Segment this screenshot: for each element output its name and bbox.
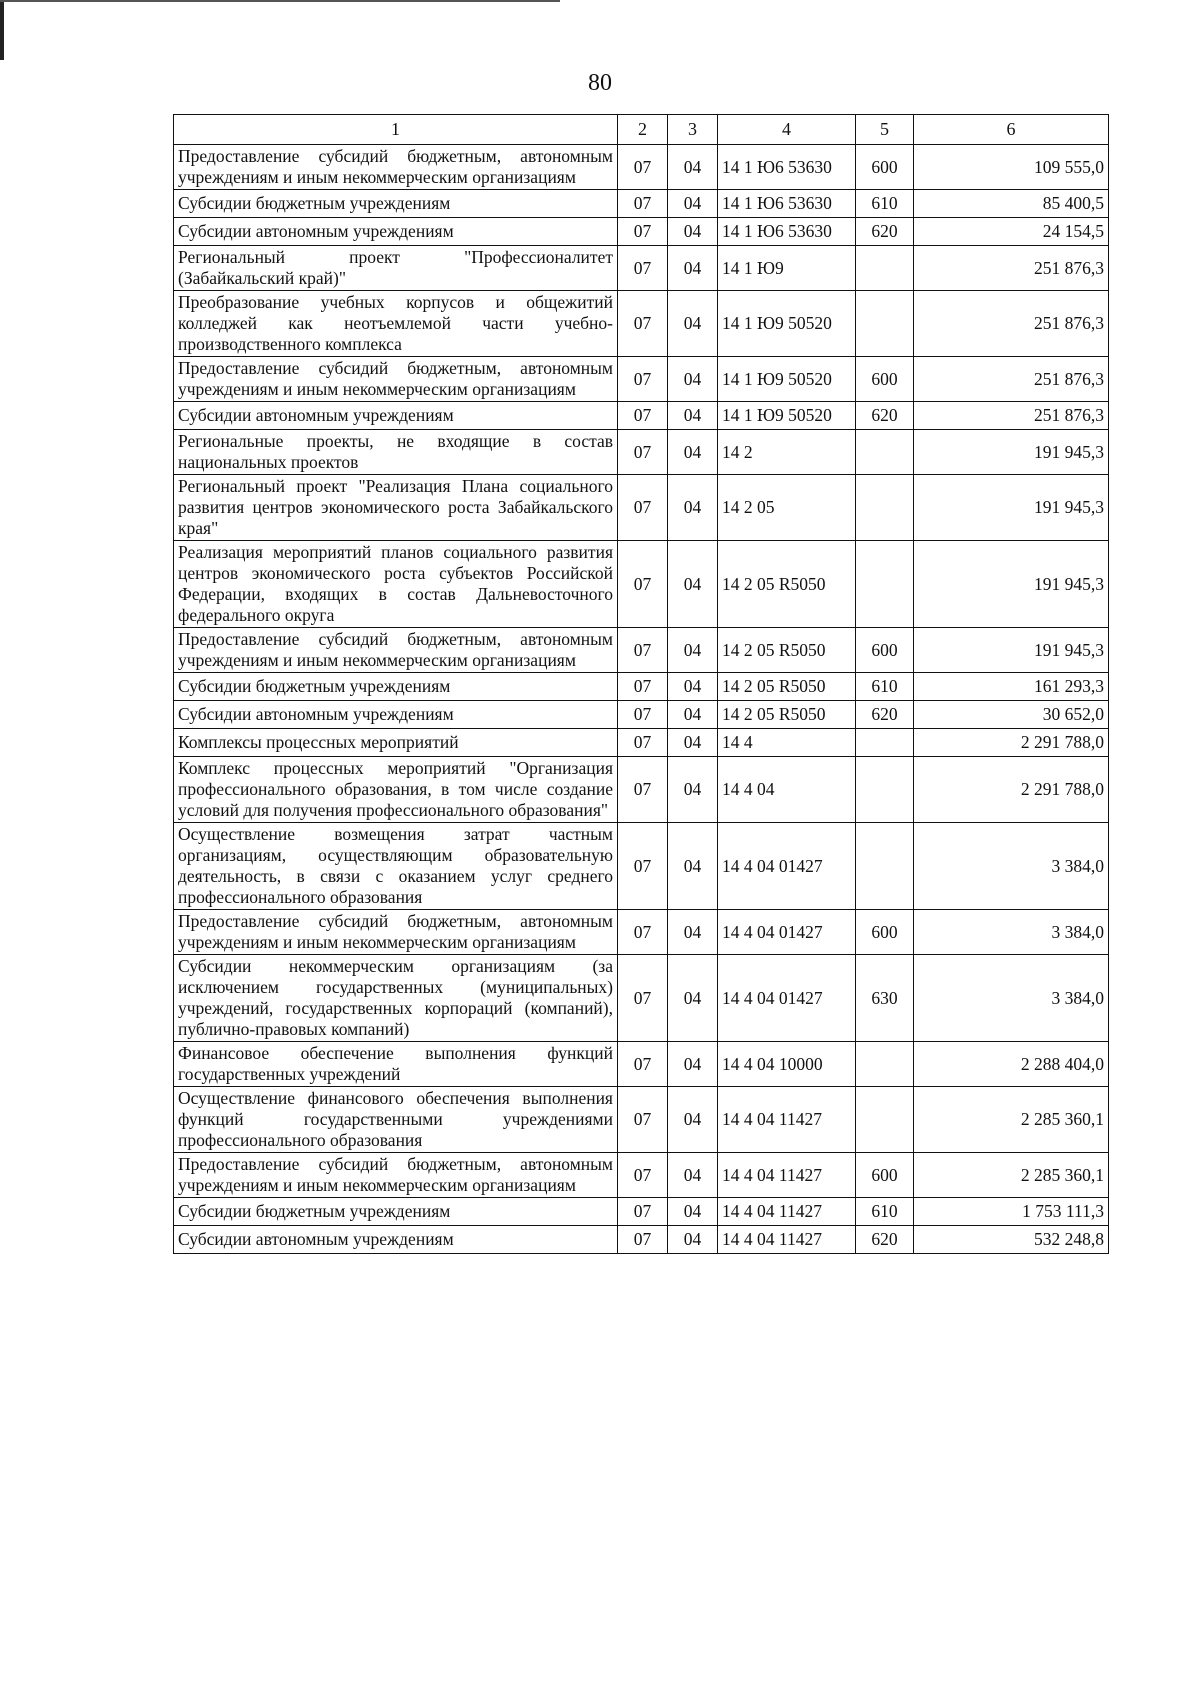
row-target-code-cell: 14 2 05 R5050 [718, 628, 856, 673]
row-name-cell: Субсидии автономным учреждениям [174, 701, 618, 729]
row-name-cell: Предоставление субсидий бюджетным, автономным учреждениям и иным некоммерческим организациям [174, 357, 618, 402]
row-subsection-cell: 04 [668, 246, 718, 291]
row-name-cell: Комплексы процессных мероприятий [174, 729, 618, 757]
row-section-cell: 07 [618, 190, 668, 218]
row-section-cell: 07 [618, 145, 668, 190]
row-expense-type-cell [856, 246, 914, 291]
header-col-2: 2 [618, 115, 668, 145]
row-amount-cell: 24 154,5 [914, 218, 1109, 246]
table-body [174, 145, 1109, 1254]
row-target-code-cell: 14 4 04 11427 [718, 1198, 856, 1226]
row-expense-type-cell [856, 757, 914, 823]
row-subsection-cell: 04 [668, 1226, 718, 1254]
row-section-cell: 07 [618, 673, 668, 701]
row-amount-cell: 191 945,3 [914, 475, 1109, 541]
row-target-code-cell: 14 1 Ю9 50520 [718, 291, 856, 357]
row-name-cell: Предоставление субсидий бюджетным, автономным учреждениям и иным некоммерческим организациям [174, 910, 618, 955]
row-amount-cell: 85 400,5 [914, 190, 1109, 218]
row-name-cell: Субсидии бюджетным учреждениям [174, 190, 618, 218]
row-target-code-cell: 14 1 Ю6 53630 [718, 145, 856, 190]
header-row [174, 115, 1109, 145]
row-name-cell: Осуществление финансового обеспечения выполнения функций государственными учреждениями профессионального образования [174, 1087, 618, 1153]
row-target-code-cell: 14 2 05 R5050 [718, 701, 856, 729]
table-row [174, 910, 1109, 955]
row-section-cell: 07 [618, 1198, 668, 1226]
row-target-code-cell: 14 1 Ю9 50520 [718, 402, 856, 430]
row-subsection-cell: 04 [668, 475, 718, 541]
row-subsection-cell: 04 [668, 541, 718, 628]
row-subsection-cell: 04 [668, 823, 718, 910]
table-row [174, 955, 1109, 1042]
scan-top-mark [0, 0, 560, 2]
table-row [174, 430, 1109, 475]
row-name-cell: Региональный проект "Реализация Плана социального развития центров экономического роста Забайкальского края" [174, 475, 618, 541]
row-expense-type-cell [856, 823, 914, 910]
header-col-6: 6 [914, 115, 1109, 145]
row-expense-type-cell: 600 [856, 357, 914, 402]
table-row [174, 291, 1109, 357]
row-subsection-cell: 04 [668, 628, 718, 673]
row-target-code-cell: 14 1 Ю6 53630 [718, 190, 856, 218]
row-target-code-cell: 14 4 [718, 729, 856, 757]
row-name-cell: Субсидии некоммерческим организациям (за исключением государственных (муниципальных) учреждений, государственных корпораций (компаний), публично-правовых компаний) [174, 955, 618, 1042]
row-amount-cell: 251 876,3 [914, 402, 1109, 430]
row-subsection-cell: 04 [668, 1198, 718, 1226]
row-target-code-cell: 14 4 04 [718, 757, 856, 823]
row-section-cell: 07 [618, 1153, 668, 1198]
table-row [174, 190, 1109, 218]
row-section-cell: 07 [618, 218, 668, 246]
row-name-cell: Региональный проект "Профессионалитет (Забайкальский край)" [174, 246, 618, 291]
header-col-3: 3 [668, 115, 718, 145]
row-target-code-cell: 14 2 05 [718, 475, 856, 541]
row-amount-cell: 3 384,0 [914, 823, 1109, 910]
row-expense-type-cell: 630 [856, 955, 914, 1042]
row-section-cell: 07 [618, 1226, 668, 1254]
row-amount-cell: 2 285 360,1 [914, 1087, 1109, 1153]
row-expense-type-cell [856, 291, 914, 357]
row-target-code-cell: 14 2 [718, 430, 856, 475]
row-section-cell: 07 [618, 430, 668, 475]
row-amount-cell: 191 945,3 [914, 628, 1109, 673]
table-row [174, 701, 1109, 729]
row-subsection-cell: 04 [668, 402, 718, 430]
row-target-code-cell: 14 2 05 R5050 [718, 673, 856, 701]
row-target-code-cell: 14 4 04 11427 [718, 1153, 856, 1198]
row-subsection-cell: 04 [668, 291, 718, 357]
table-row [174, 475, 1109, 541]
row-expense-type-cell: 600 [856, 145, 914, 190]
row-expense-type-cell [856, 729, 914, 757]
table-row [174, 246, 1109, 291]
row-amount-cell: 109 555,0 [914, 145, 1109, 190]
row-amount-cell: 532 248,8 [914, 1226, 1109, 1254]
table-row [174, 145, 1109, 190]
row-amount-cell: 191 945,3 [914, 430, 1109, 475]
row-subsection-cell: 04 [668, 729, 718, 757]
row-section-cell: 07 [618, 402, 668, 430]
row-subsection-cell: 04 [668, 218, 718, 246]
header-col-1: 1 [174, 115, 618, 145]
row-expense-type-cell: 610 [856, 190, 914, 218]
row-name-cell: Субсидии бюджетным учреждениям [174, 673, 618, 701]
row-subsection-cell: 04 [668, 145, 718, 190]
row-section-cell: 07 [618, 823, 668, 910]
row-expense-type-cell: 600 [856, 1153, 914, 1198]
row-subsection-cell: 04 [668, 1087, 718, 1153]
row-amount-cell: 1 753 111,3 [914, 1198, 1109, 1226]
row-name-cell: Комплекс процессных мероприятий "Организация профессионального образования, в том числе создание условий для получения профессионального образования" [174, 757, 618, 823]
table-row [174, 673, 1109, 701]
row-target-code-cell: 14 1 Ю9 [718, 246, 856, 291]
row-subsection-cell: 04 [668, 357, 718, 402]
row-amount-cell: 2 288 404,0 [914, 1042, 1109, 1087]
row-section-cell: 07 [618, 291, 668, 357]
row-name-cell: Субсидии автономным учреждениям [174, 218, 618, 246]
table-row [174, 1153, 1109, 1198]
row-expense-type-cell: 600 [856, 910, 914, 955]
row-section-cell: 07 [618, 729, 668, 757]
row-name-cell: Субсидии автономным учреждениям [174, 402, 618, 430]
row-subsection-cell: 04 [668, 1042, 718, 1087]
table-row [174, 1042, 1109, 1087]
table-row [174, 1198, 1109, 1226]
row-target-code-cell: 14 4 04 01427 [718, 910, 856, 955]
row-expense-type-cell: 620 [856, 402, 914, 430]
row-target-code-cell: 14 2 05 R5050 [718, 541, 856, 628]
table-row [174, 357, 1109, 402]
row-amount-cell: 2 291 788,0 [914, 757, 1109, 823]
row-subsection-cell: 04 [668, 910, 718, 955]
row-section-cell: 07 [618, 1042, 668, 1087]
row-section-cell: 07 [618, 701, 668, 729]
row-amount-cell: 3 384,0 [914, 955, 1109, 1042]
table-row [174, 218, 1109, 246]
row-expense-type-cell: 600 [856, 628, 914, 673]
row-section-cell: 07 [618, 475, 668, 541]
row-subsection-cell: 04 [668, 673, 718, 701]
row-name-cell: Предоставление субсидий бюджетным, автономным учреждениям и иным некоммерческим организациям [174, 628, 618, 673]
row-section-cell: 07 [618, 955, 668, 1042]
table-row [174, 757, 1109, 823]
row-name-cell: Предоставление субсидий бюджетным, автономным учреждениям и иным некоммерческим организациям [174, 1153, 618, 1198]
row-name-cell: Субсидии бюджетным учреждениям [174, 1198, 618, 1226]
page-number: 80 [588, 70, 612, 96]
row-amount-cell: 2 291 788,0 [914, 729, 1109, 757]
row-expense-type-cell: 620 [856, 218, 914, 246]
row-subsection-cell: 04 [668, 430, 718, 475]
header-col-4: 4 [718, 115, 856, 145]
row-target-code-cell: 14 4 04 11427 [718, 1226, 856, 1254]
row-name-cell: Преобразование учебных корпусов и общежитий колледжей как неотъемлемой части учебно-производственного комплекса [174, 291, 618, 357]
row-name-cell: Региональные проекты, не входящие в состав национальных проектов [174, 430, 618, 475]
row-subsection-cell: 04 [668, 757, 718, 823]
row-target-code-cell: 14 4 04 01427 [718, 955, 856, 1042]
row-section-cell: 07 [618, 1087, 668, 1153]
row-section-cell: 07 [618, 357, 668, 402]
row-subsection-cell: 04 [668, 1153, 718, 1198]
table-row [174, 541, 1109, 628]
row-target-code-cell: 14 4 04 01427 [718, 823, 856, 910]
row-amount-cell: 251 876,3 [914, 291, 1109, 357]
table-row [174, 1226, 1109, 1254]
row-expense-type-cell: 620 [856, 1226, 914, 1254]
row-expense-type-cell [856, 475, 914, 541]
row-expense-type-cell [856, 1042, 914, 1087]
row-section-cell: 07 [618, 628, 668, 673]
header-col-5: 5 [856, 115, 914, 145]
table-row [174, 823, 1109, 910]
row-expense-type-cell [856, 1087, 914, 1153]
table-row [174, 729, 1109, 757]
scan-edge-mark [0, 0, 4, 60]
table-row [174, 402, 1109, 430]
row-amount-cell: 3 384,0 [914, 910, 1109, 955]
row-section-cell: 07 [618, 910, 668, 955]
row-subsection-cell: 04 [668, 955, 718, 1042]
budget-table [173, 114, 1109, 1254]
row-name-cell: Осуществление возмещения затрат частным организациям, осуществляющим образовательную деятельность, в связи с оказанием услуг среднего профессионального образования [174, 823, 618, 910]
row-expense-type-cell: 610 [856, 1198, 914, 1226]
row-expense-type-cell: 620 [856, 701, 914, 729]
row-subsection-cell: 04 [668, 701, 718, 729]
row-section-cell: 07 [618, 757, 668, 823]
row-amount-cell: 251 876,3 [914, 357, 1109, 402]
row-target-code-cell: 14 1 Ю9 50520 [718, 357, 856, 402]
row-name-cell: Финансовое обеспечение выполнения функций государственных учреждений [174, 1042, 618, 1087]
row-name-cell: Реализация мероприятий планов социального развития центров экономического роста субъектов Российской Федерации, входящих в состав Дальневосточного федерального округа [174, 541, 618, 628]
row-expense-type-cell [856, 541, 914, 628]
row-expense-type-cell: 610 [856, 673, 914, 701]
row-target-code-cell: 14 4 04 10000 [718, 1042, 856, 1087]
table-row [174, 628, 1109, 673]
row-target-code-cell: 14 1 Ю6 53630 [718, 218, 856, 246]
row-section-cell: 07 [618, 541, 668, 628]
row-amount-cell: 191 945,3 [914, 541, 1109, 628]
row-amount-cell: 30 652,0 [914, 701, 1109, 729]
row-amount-cell: 251 876,3 [914, 246, 1109, 291]
row-name-cell: Субсидии автономным учреждениям [174, 1226, 618, 1254]
row-name-cell: Предоставление субсидий бюджетным, автономным учреждениям и иным некоммерческим организациям [174, 145, 618, 190]
row-expense-type-cell [856, 430, 914, 475]
row-section-cell: 07 [618, 246, 668, 291]
row-subsection-cell: 04 [668, 190, 718, 218]
row-amount-cell: 161 293,3 [914, 673, 1109, 701]
row-amount-cell: 2 285 360,1 [914, 1153, 1109, 1198]
table-row [174, 1087, 1109, 1153]
row-target-code-cell: 14 4 04 11427 [718, 1087, 856, 1153]
